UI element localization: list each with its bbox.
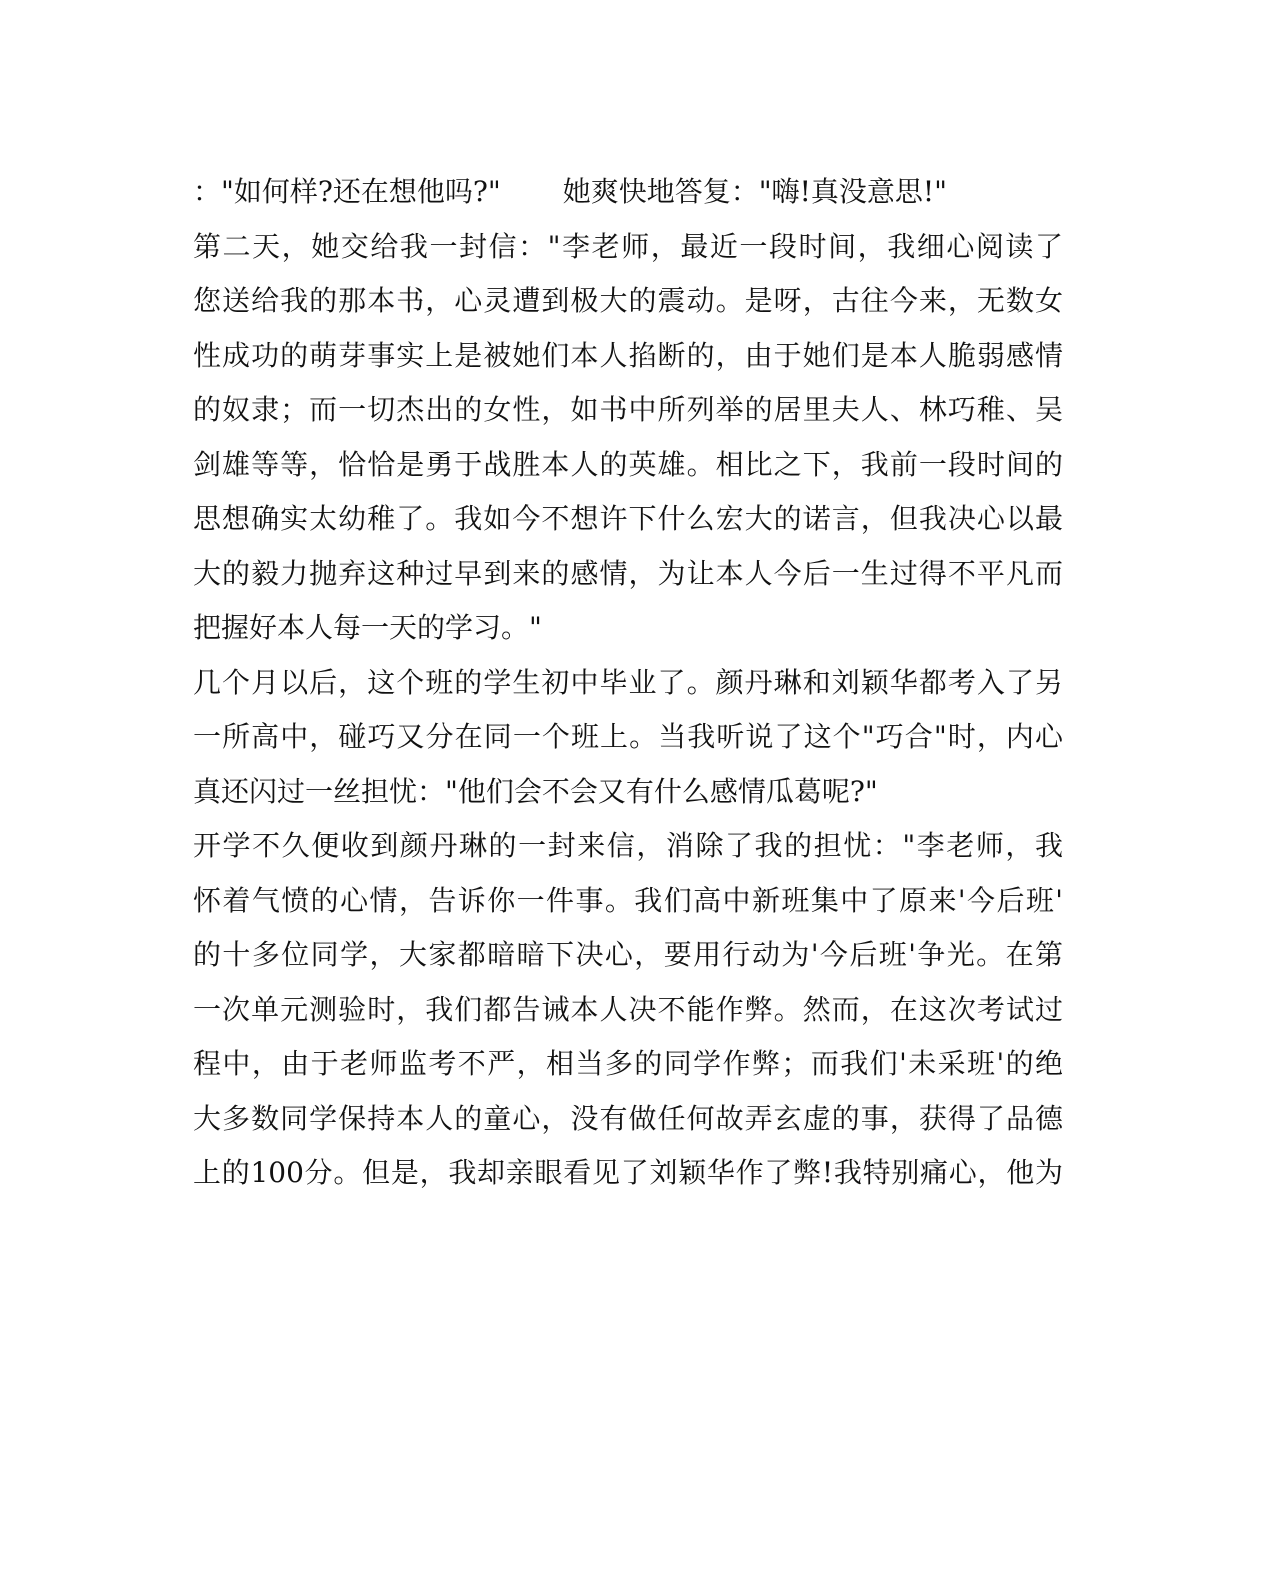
text-line: 怀着气愤的心情，告诉你一件事。我们高中新班集中了原来'今后班' (193, 883, 1063, 917)
text-line: 一所高中，碰巧又分在同一个班上。当我听说了这个"巧合"时，内心 (193, 720, 1063, 753)
text-line: 上的100分。但是，我却亲眼看见了刘颖华作了弊!我特别痛心，他为 (193, 1156, 1063, 1189)
text-line: 大的毅力抛弃这种过早到来的感情，为让本人今后一生过得不平凡而 (193, 556, 1063, 590)
text-line: 第二天，她交给我一封信："李老师，最近一段时间，我细心阅读了 (193, 229, 1063, 263)
text-line: 大多数同学保持本人的童心，没有做任何故弄玄虚的事，获得了品德 (193, 1101, 1063, 1135)
text-line: 程中，由于老师监考不严，相当多的同学作弊；而我们'未采班'的绝 (193, 1047, 1063, 1080)
text-line: 您送给我的那本书，心灵遭到极大的震动。是呀，古往今来，无数女 (193, 284, 1063, 317)
text-line: 几个月以后，这个班的学生初中毕业了。颜丹琳和刘颖华都考入了另 (193, 665, 1063, 699)
text-line: 开学不久便收到颜丹琳的一封来信，消除了我的担忧："李老师，我 (193, 829, 1063, 862)
text-line: 一次单元测验时，我们都告诫本人决不能作弊。然而，在这次考试过 (193, 992, 1063, 1026)
text-line: 性成功的萌芽事实上是被她们本人掐断的，由于她们是本人脆弱感情 (193, 338, 1063, 372)
body-text (193, 165, 1063, 1201)
text-line: 的奴隶；而一切杰出的女性，如书中所列举的居里夫人、林巧稚、吴 (193, 393, 1063, 426)
text-line: 真还闪过一丝担忧："他们会不会又有什么感情瓜葛呢?" (193, 774, 878, 808)
text-line: 剑雄等等，恰恰是勇于战胜本人的英雄。相比之下，我前一段时间的 (193, 447, 1063, 481)
text-line-part: 她爽快地答复："嗨!真没意思!" (562, 175, 948, 208)
text-line-part: ："如何样?还在想他吗?" (193, 175, 501, 208)
text-line (193, 165, 1063, 220)
text-line: 思想确实太幼稚了。我如今不想许下什么宏大的诺言，但我决心以最 (193, 502, 1063, 535)
text-line: 把握好本人每一天的学习。" (193, 611, 542, 644)
text-line: 的十多位同学，大家都暗暗下决心，要用行动为'今后班'争光。在第 (193, 938, 1063, 971)
